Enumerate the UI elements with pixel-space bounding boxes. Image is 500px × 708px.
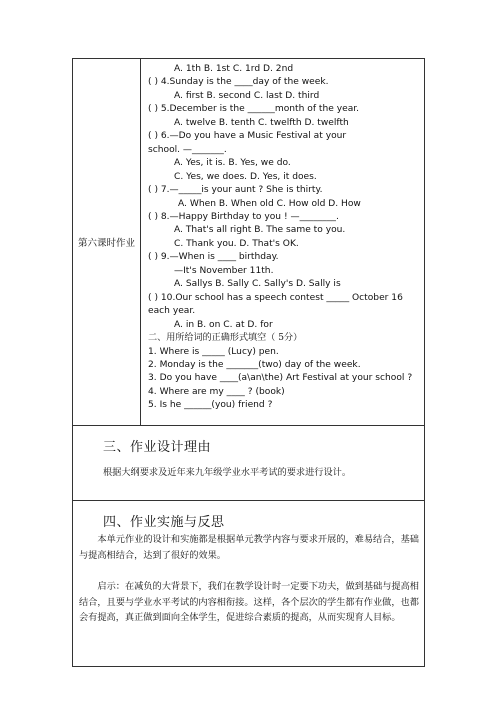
section3-text: 根据大纲要求及近年来九年级学业水平考试的要求进行设计。 [103, 467, 352, 478]
question-line: C. Thank you. D. That's OK. [174, 238, 299, 249]
fill-blank-line: 1. Where is _____ (Lucy) pen. [148, 346, 279, 357]
question-line: A. That's all right B. The same to you. [174, 225, 346, 236]
question-line: ( ) 5.December is the ______month of the year. [148, 104, 360, 115]
fill-blank-line: 4. Where are my ____ ? (book) [148, 386, 285, 397]
question-line: A. Yes, it is. B. Yes, we do. [174, 158, 291, 169]
question-line: A. in B. on C. at D. for [174, 319, 273, 330]
question-line: ( ) 7.—_____is your aunt ? She is thirty. [148, 185, 323, 196]
question-line: ( ) 4.Sunday is the ____day of the week. [148, 77, 329, 88]
questions-content [148, 63, 422, 413]
question-line: A. twelve B. tenth C. twelfth D. twelfth [174, 117, 349, 128]
section3-title: 三、作业设计理由 [103, 440, 212, 455]
part2-title: 二、用所给词的正确形式填空（ 5分） [148, 333, 303, 344]
question-line: ( ) 8.—Happy Birthday to you ! —________. [148, 211, 339, 222]
question-line: school. —_______. [148, 144, 227, 155]
section4-para1: 本单元作业的设计和实施都是根据单元教学内容与要求开展的，难易结合，基础与提高相结合，达到了很好的效果。 [79, 534, 419, 561]
section4-title: 四、作业实施与反思 [103, 515, 225, 530]
question-line: A. first B. second C. last D. third [174, 90, 320, 101]
fill-blank-line: 3. Do you have ____(a\an\the) Art Festival at your school ? [148, 373, 413, 384]
section-design-reason [73, 426, 424, 501]
fill-blank-line: 2. Monday is the _______(two) day of the week. [148, 359, 361, 370]
question-line: —It's November 11th. [174, 265, 274, 276]
question-line: C. Yes, we does. D. Yes, it does. [174, 171, 317, 182]
question-line: A. 1th B. 1st C. 1rd D. 2nd [174, 64, 294, 74]
question-line: A. Sallys B. Sally C. Sally's D. Sally is [174, 279, 341, 290]
row-label: 第六课时作业 [73, 59, 141, 425]
question-line: ( ) 9.—When is ____ birthday. [148, 252, 279, 263]
question-line: ( ) 10.Our school has a speech contest _____ October 16 each year. [148, 292, 403, 317]
homework-row [73, 59, 424, 426]
question-line: A. When B. When old C. How old D. How [178, 198, 361, 209]
section4-para2: 启示：在减负的大背景下，我们在教学设计时一定要下功夫，做到基础与提高相结合，且要与学业水平考试的内容相衔接。这样，各个层次的学生都有作业做，也都会有提高，真正做到面向全体学生，促进综合素质的提高，从而实现育人目标。 [79, 581, 419, 623]
section-implementation [73, 501, 424, 667]
fill-blank-line: 5. Is he ______(you) friend ? [148, 400, 273, 411]
question-line: ( ) 6.—Do you have a Music Festival at your [148, 131, 347, 142]
homework-table [72, 58, 425, 667]
